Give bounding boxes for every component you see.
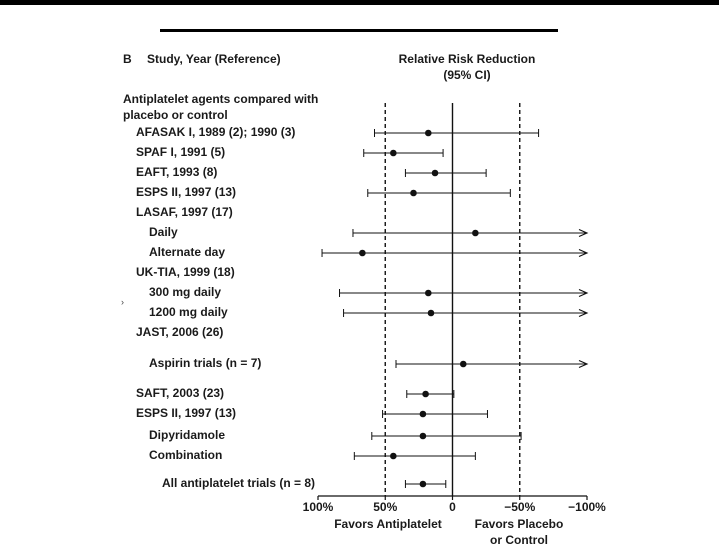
x-axis-label-right: Favors Placebo: [474, 517, 564, 531]
point-estimate: [428, 310, 435, 317]
row-label: UK-TIA, 1999 (18): [136, 265, 235, 279]
x-axis-label-right-line2: or Control: [490, 533, 548, 547]
point-estimate: [425, 290, 432, 297]
point-estimate: [472, 230, 479, 237]
point-estimate: [460, 361, 467, 368]
study-header: Study, Year (Reference): [147, 52, 281, 66]
row-label: Dipyridamole: [149, 428, 226, 442]
stray-mark: ›: [121, 297, 124, 307]
row-label: ESPS II, 1997 (13): [136, 406, 237, 420]
row-label: Aspirin trials (n = 7): [149, 356, 262, 370]
row-label: SPAF I, 1991 (5): [136, 145, 226, 159]
row-label: Combination: [149, 448, 223, 462]
row-label: 1200 mg daily: [149, 305, 228, 319]
row-label: ESPS II, 1997 (13): [136, 185, 237, 199]
x-tick-label: 50%: [373, 500, 398, 514]
x-tick-label: −100%: [568, 500, 606, 514]
point-estimate: [420, 411, 427, 418]
row-label: EAFT, 1993 (8): [136, 165, 218, 179]
row-label: SAFT, 2003 (23): [136, 386, 225, 400]
x-tick-label: −50%: [504, 500, 536, 514]
row-label: Alternate day: [149, 245, 226, 259]
row-label: All antiplatelet trials (n = 8): [162, 476, 316, 490]
point-estimate: [425, 130, 432, 137]
point-estimate: [432, 170, 439, 177]
row-label: AFASAK I, 1989 (2); 1990 (3): [136, 125, 296, 139]
point-estimate: [390, 453, 397, 460]
panel-label: B: [123, 52, 132, 66]
point-estimate: [410, 190, 417, 197]
x-axis-label-left: Favors Antiplatelet: [334, 517, 442, 531]
row-label: placebo or control: [123, 108, 228, 122]
point-estimate: [390, 150, 397, 157]
point-estimate: [359, 250, 366, 257]
row-label: Antiplatelet agents compared with: [123, 92, 319, 106]
point-estimate: [422, 391, 429, 398]
effect-header: Relative Risk Reduction: [398, 52, 536, 66]
point-estimate: [420, 433, 427, 440]
row-label: LASAF, 1997 (17): [136, 205, 233, 219]
row-label: JAST, 2006 (26): [136, 325, 224, 339]
row-label: Daily: [149, 225, 178, 239]
x-tick-label: 0: [449, 500, 456, 514]
row-label: 300 mg daily: [149, 285, 222, 299]
effect-header-ci: (95% CI): [443, 68, 491, 82]
point-estimate: [420, 481, 427, 488]
x-tick-label: 100%: [302, 500, 334, 514]
